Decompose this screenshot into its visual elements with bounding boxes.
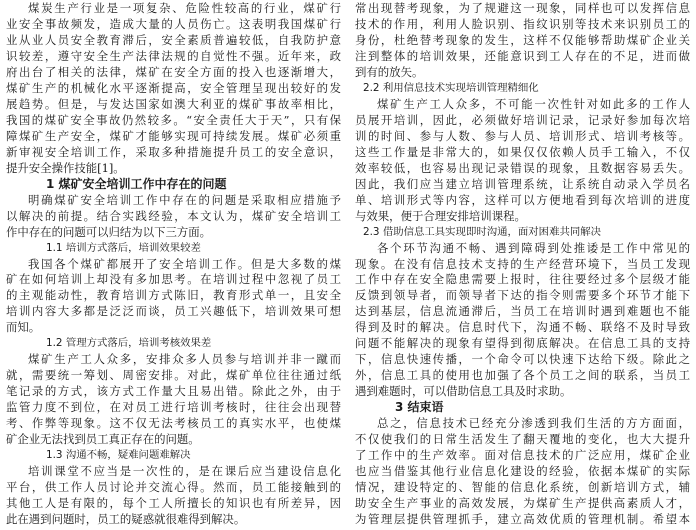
section-1-line: 以解决的前提。结合实践经验，本文认为，煤矿安全培训工 <box>6 208 341 223</box>
section-1-heading: 1 煤矿安全培训工作中存在的问题 <box>46 176 227 191</box>
subsection-1-1-line: 的主观能动性，教育培训方式陈旧，教育形式单一，且安全 <box>6 288 341 303</box>
subsection-2-2-line: 与效果，便于合理安排培训课程。 <box>355 208 526 223</box>
right-top-line: 到有的放矢。 <box>355 64 424 79</box>
intro-line: 新审视安全培训工作，采取多种措施提升员工的安全意识， <box>6 144 341 159</box>
intro-line: 提升安全操作技能[1]。 <box>6 160 125 175</box>
subsection-2-3-line: 得到及时的解决。信息时代下，沟通不畅、联络不及时导致 <box>355 320 690 335</box>
subsection-1-3-line: 培训课堂不应当是一次性的，是在课后应当建设信息化 <box>28 464 341 479</box>
subsection-2-2-line: 煤矿生产工人众多，不可能一次性针对如此多的工作人 <box>377 96 690 111</box>
subsection-2-2-line: 因此，我们应当建立培训管理系统，让系统自动录入学员名 <box>355 176 690 191</box>
subsection-2-2-line: 单、培训形式等内容，这样可以方便地看到每次培训的进度 <box>355 192 690 207</box>
intro-line: 业安全事故频发，造成大量的人员伤亡。这表明我国煤矿行 <box>6 16 341 31</box>
subsection-2-3-line: 达到基层，信息流通滞后，当员工在培训时遇到难题也不能 <box>355 304 690 319</box>
subsection-1-2-heading: 1.2 管理方式落后，培训考核效果差 <box>46 337 212 350</box>
intro-line: 府出台了相关的法律，煤矿在安全方面的投入也逐渐增大， <box>6 64 341 79</box>
subsection-1-1-heading: 1.1 培训方式落后，培训效果较差 <box>46 241 201 254</box>
subsection-2-3-line: 下，信息快速传播，一个命令可以快速下达给下级。除此之 <box>355 352 690 367</box>
section-3-heading: 3 结束语 <box>395 400 444 415</box>
subsection-1-2-line: 笔记录的方式，该方式工作量大且易出错。除此之外，由于 <box>6 384 341 399</box>
section-3-line: 助安全生产事业的高效发展，为煤矿生产提供高素质人才， <box>355 496 690 511</box>
subsection-2-3-heading: 2.3 借助信息工具实现即时沟通，面对困难共同解决 <box>363 225 602 238</box>
subsection-2-2-heading: 2.2 利用信息技术实现培训管理精细化 <box>363 81 539 94</box>
section-3-line: 情况，建设特定的、智能的信息化系统，创新培训方式，辅 <box>355 480 690 495</box>
intro-line: 煤矿生产的机械化水平逐渐提高，安全管理呈现出较好的发 <box>6 80 341 95</box>
right-top-line: 注到整体的培训效果，还能意识到工人存在的不足，进而做 <box>355 48 690 63</box>
section-3-line: 不仅使我们的日常生活发生了翻天覆地的变化，也大大提升 <box>355 432 690 447</box>
intro-line: 我国的煤矿安全事故仍然较多。“安全责任大于天”，只有保 <box>6 112 341 127</box>
subsection-2-2-line: 这些工作量是非常大的，如果仅仅依赖人员手工输入，不仅 <box>355 144 690 159</box>
subsection-1-2-line: 煤矿生产工人众多，安排众多人员参与培训并非一蹴而 <box>28 352 341 367</box>
subsection-1-3-heading: 1.3 沟通不畅，疑难问题难解决 <box>46 449 191 462</box>
subsection-2-3-line: 反馈到领导者，而领导者下达的指令则需要多个环节才能下 <box>355 288 690 303</box>
intro-line: 业从业人员安全教育滞后，安全素质普遍较低，自我防护意 <box>6 32 341 47</box>
intro-line: 煤炭生产行业是一项复杂、危险性较高的行业，煤矿行 <box>28 1 341 15</box>
subsection-2-2-line: 训的时间、参与人数、参与人员、培训形式、培训考核等。 <box>355 128 690 143</box>
right-top-line: 身份，杜绝替考现象的发生，这样不仅能够帮助煤矿企业关 <box>355 32 690 47</box>
section-1-line: 作中存在的问题可以归结为以下三方面。 <box>6 224 212 239</box>
subsection-1-3-line: 平台，供工作人员讨论并交流心得。然而，员工能接触到的 <box>6 480 341 495</box>
right-top-line: 技术的作用，利用人脸识别、指纹识别等技术来识别员工的 <box>355 16 690 31</box>
intro-line: 障煤矿生产安全，煤矿才能够实现可持续发展。煤矿必须重 <box>6 128 341 143</box>
section-1-line: 明确煤矿安全培训工作中存在的问题是采取相应措施予 <box>28 192 341 207</box>
right-top-line: 常出现替考现象，为了规避这一现象，同样也可以发挥信息 <box>355 1 690 15</box>
subsection-1-3-line: 此在遇到问题时，员工的疑惑就很难得到解决。 <box>6 512 246 527</box>
subsection-1-1-line: 而知。 <box>6 320 41 335</box>
subsection-1-2-line: 监管力度不到位，在对员工进行培训考核时，往往会出现替 <box>6 400 341 415</box>
subsection-2-3-line: 现象。在没有信息技术支持的生产经营环境下，当员工发现 <box>355 256 690 271</box>
subsection-2-2-line: 效率较低，也容易出现记录错误的现象，且数据容易丢失。 <box>355 160 690 175</box>
subsection-1-1-line: 矿在如何培训上却没有多加思考。在培训过程中忽视了员工 <box>6 272 341 287</box>
subsection-1-2-line: 考、作弊等现象。这不仅无法考核员工的真实水平，也使煤 <box>6 416 341 431</box>
subsection-2-3-line: 工作中存在安全隐患需要上报时，往往要经过多个层级才能 <box>355 272 690 287</box>
subsection-1-3-line: 其他工人是有限的，每个工人所擅长的知识也有所差异，因 <box>6 496 341 511</box>
subsection-2-2-line: 员展开培训，因此，必须做好培训记录，记录好参加每次培 <box>355 112 690 127</box>
subsection-2-3-line: 外，信息工具的使用也加强了各个员工之间的联系，当员工 <box>355 368 690 383</box>
subsection-2-3-line: 遇到难题时，可以借助信息工具及时求助。 <box>355 384 572 399</box>
subsection-2-3-line: 各个环节沟通不畅、遇到障碍到处推诿是工作中常见的 <box>377 240 690 255</box>
intro-line: 展趋势。但是，与发达国家如澳大利亚的煤矿事故率相比， <box>6 96 341 111</box>
intro-line: 识较差，遵守安全生产法律法规的自觉性不强。近年来，政 <box>6 48 341 63</box>
section-3-line: 也应当借鉴其他行业信息化建设的经验，依据本煤矿的实际 <box>355 464 690 479</box>
subsection-2-3-line: 问题不能解决的现象有望得到彻底解决。在信息工具的支持 <box>355 336 690 351</box>
section-3-line: 总之，信息技术已经充分渗透到我们生活的方方面面， <box>377 416 690 431</box>
section-3-line: 为管理层提供管理抓手，建立高效优质的管理机制。希望本 <box>355 512 690 527</box>
section-3-line: 了工作中的生产效率。面对信息技术的广泛应用，煤矿企业 <box>355 448 690 463</box>
subsection-1-2-line: 就，需要统一筹划、周密安排。对此，煤矿单位往往通过纸 <box>6 368 341 383</box>
subsection-1-1-line: 我国各个煤矿都展开了安全培训工作。但是大多数的煤 <box>28 256 341 271</box>
subsection-1-2-line: 矿企业无法找到员工真正存在的问题。 <box>6 432 200 447</box>
subsection-1-1-line: 培训内容大多都是泛泛而谈，员工兴趣低下，培训效果可想 <box>6 304 341 319</box>
